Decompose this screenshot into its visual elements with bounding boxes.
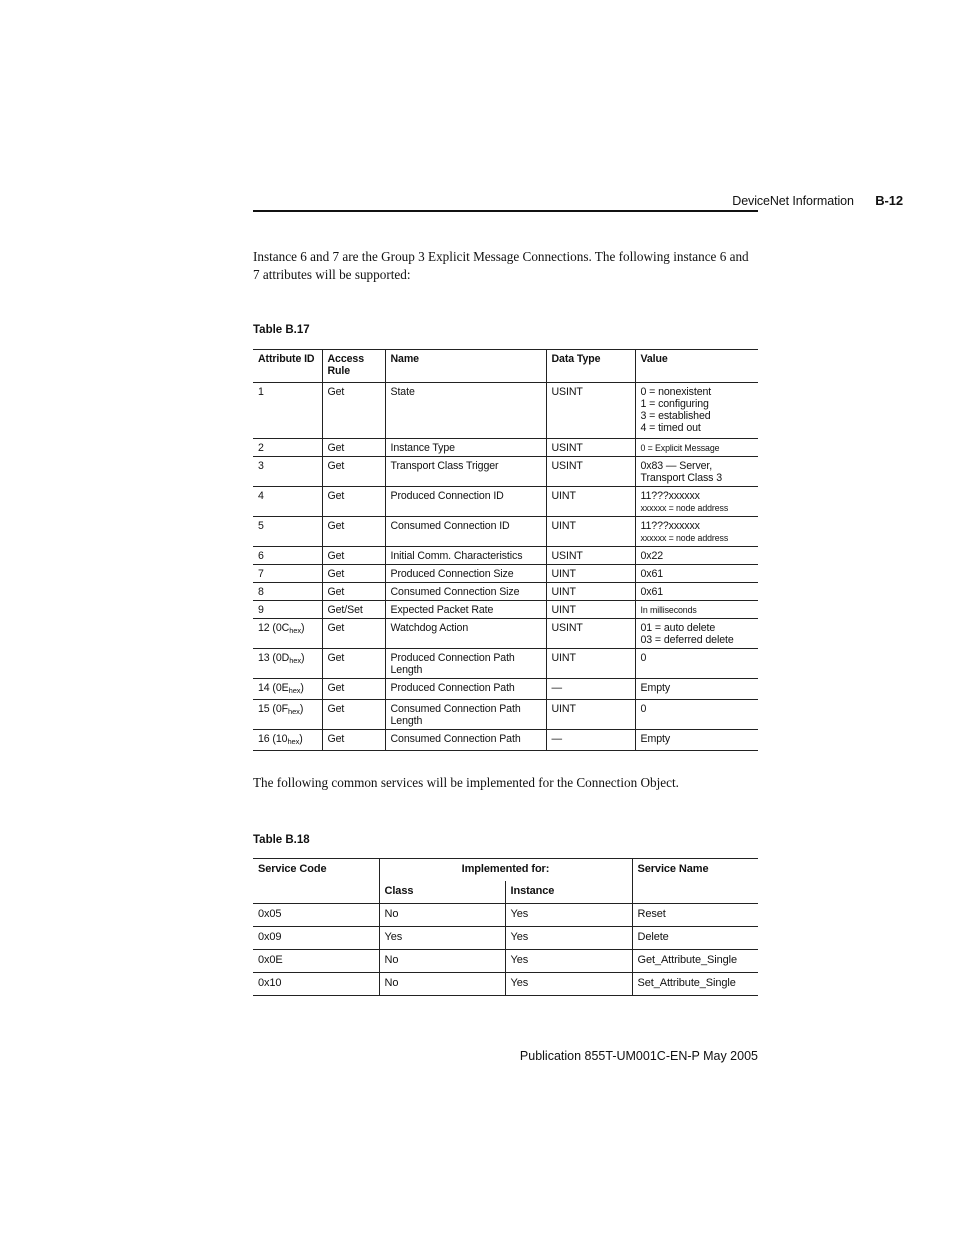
- cell-name: Consumed Connection ID: [385, 517, 546, 547]
- col-class: Class: [379, 881, 505, 904]
- value-line: 3 = established: [640, 410, 711, 422]
- value-note: xxxxxx = node address: [640, 503, 729, 513]
- table-b17: [253, 349, 758, 751]
- cell-name: Expected Packet Rate: [385, 601, 546, 619]
- cell-id: 3: [258, 460, 264, 472]
- cell-value: 0x22: [635, 547, 758, 565]
- col-service-code: Service Code: [258, 863, 327, 875]
- cell-value: 0x61: [635, 583, 758, 601]
- intro-paragraph: Instance 6 and 7 are the Group 3 Explicit Message Connections. The following instance 6 and 7 attributes will be supported:: [253, 249, 749, 282]
- table-row: [253, 950, 758, 973]
- cell-id: 15 $(0F_{hex})$: [258, 703, 304, 716]
- table-header-row: [253, 350, 758, 383]
- publication-footer: Publication 855T-UM001C-EN-P May 2005: [519, 1049, 758, 1063]
- col-value: Value: [635, 350, 758, 383]
- cell-type: UINT: [546, 517, 635, 547]
- table-header-row: [253, 859, 758, 882]
- table-row: [253, 700, 758, 730]
- cell-id: 4: [258, 490, 264, 502]
- table-row: [253, 583, 758, 601]
- table-row: [253, 601, 758, 619]
- cell-access: Get: [322, 547, 385, 565]
- cell-name: Produced Connection Size: [385, 565, 546, 583]
- cell-type: UINT: [546, 487, 635, 517]
- col-attribute-id: Attribute ID: [258, 353, 315, 365]
- col-service-name: Service Name: [632, 859, 758, 904]
- cell-type: USINT: [546, 439, 635, 457]
- cell-id: 14 $(0E_{hex})$: [258, 682, 304, 695]
- table-row: [253, 457, 758, 487]
- cell-access: Get: [322, 730, 385, 751]
- cell-value: 0: [635, 700, 758, 730]
- table-b18: [253, 858, 758, 996]
- cell-name: Produced Connection Path Length: [385, 649, 546, 679]
- cell-type: UINT: [546, 601, 635, 619]
- cell-name: Instance Type: [385, 439, 546, 457]
- cell-name: Initial Comm. Characteristics: [385, 547, 546, 565]
- cell-access: Get: [322, 700, 385, 730]
- cell-name: Consumed Connection Path: [385, 730, 546, 751]
- cell-value: [635, 383, 758, 439]
- cell-type: UINT: [546, 649, 635, 679]
- cell-value: In milliseconds: [635, 601, 758, 619]
- col-data-type: Data Type: [546, 350, 635, 383]
- cell-instance: Yes: [505, 950, 632, 973]
- cell-type: UINT: [546, 583, 635, 601]
- cell-name: Consumed Connection Size: [385, 583, 546, 601]
- cell-value: 0: [635, 649, 758, 679]
- table-row: [253, 927, 758, 950]
- cell-access: Get/Set: [322, 601, 385, 619]
- cell-code: 0x0E: [258, 954, 283, 966]
- cell-code: 0x10: [258, 977, 282, 989]
- cell-access: Get: [322, 583, 385, 601]
- header-rule: [253, 210, 758, 212]
- cell-type: —: [546, 679, 635, 700]
- cell-id: 2: [258, 442, 264, 454]
- cell-type: USINT: [546, 547, 635, 565]
- value-line: 11???xxxxxx: [640, 520, 700, 532]
- col-access-rule: Access Rule: [322, 350, 385, 383]
- value-line: Transport Class 3: [640, 472, 723, 484]
- cell-name: Transport Class Trigger: [385, 457, 546, 487]
- cell-access: Get: [322, 679, 385, 700]
- cell-class: No: [379, 973, 505, 996]
- cell-value: [635, 517, 758, 547]
- value-line: 11???xxxxxx: [640, 490, 700, 502]
- cell-value: Empty: [635, 679, 758, 700]
- cell-id: 6: [258, 550, 264, 562]
- cell-type: USINT: [546, 457, 635, 487]
- table-row: [253, 383, 758, 439]
- cell-name: Consumed Connection Path Length: [385, 700, 546, 730]
- cell-access: Get: [322, 457, 385, 487]
- cell-id: 9: [258, 604, 264, 616]
- table-row: [253, 649, 758, 679]
- table-b17-caption: Table B.17: [253, 324, 310, 336]
- value-line: 4 = timed out: [640, 422, 701, 434]
- col-implemented-for: Implemented for:: [379, 859, 632, 882]
- cell-type: —: [546, 730, 635, 751]
- cell-type: UINT: [546, 565, 635, 583]
- cell-id: 16 $(10_{hex})$: [258, 733, 303, 746]
- cell-id: 8: [258, 586, 264, 598]
- cell-access: Get: [322, 439, 385, 457]
- value-line: 0x83 — Server,: [640, 460, 713, 472]
- cell-value: 0 = Explicit Message: [635, 439, 758, 457]
- table-b18-caption: Table B.18: [253, 834, 310, 846]
- cell-service-name: Get_Attribute_Single: [632, 950, 758, 973]
- cell-service-name: Reset: [632, 904, 758, 927]
- cell-access: Get: [322, 383, 385, 439]
- cell-value: 0x61: [635, 565, 758, 583]
- cell-type: USINT: [546, 619, 635, 649]
- table-row: [253, 904, 758, 927]
- table-row: [253, 487, 758, 517]
- cell-access: Get: [322, 487, 385, 517]
- page-header: [253, 191, 758, 211]
- table-row: [253, 730, 758, 751]
- cell-access: Get: [322, 517, 385, 547]
- value-line: 01 = auto delete: [640, 622, 716, 634]
- col-name: Name: [385, 350, 546, 383]
- cell-name: Produced Connection Path: [385, 679, 546, 700]
- table-row: [253, 517, 758, 547]
- cell-id: 1: [258, 386, 264, 398]
- table-row: [253, 565, 758, 583]
- cell-type: USINT: [546, 383, 635, 439]
- cell-id: 12 $(0C_{hex})$: [258, 622, 305, 635]
- cell-instance: Yes: [505, 904, 632, 927]
- value-line: 1 = configuring: [640, 398, 709, 410]
- cell-instance: Yes: [505, 973, 632, 996]
- table-row: [253, 619, 758, 649]
- cell-access: Get: [322, 565, 385, 583]
- cell-value: [635, 487, 758, 517]
- value-note: xxxxxx = node address: [640, 533, 729, 543]
- cell-value: [635, 457, 758, 487]
- cell-access: Get: [322, 619, 385, 649]
- cell-class: No: [379, 904, 505, 927]
- value-line: 0 = nonexistent: [640, 386, 712, 398]
- cell-value: Empty: [635, 730, 758, 751]
- cell-id: 7: [258, 568, 264, 580]
- services-paragraph: The following common services will be implemented for the Connection Object.: [253, 775, 679, 790]
- running-header: [732, 193, 903, 208]
- cell-service-name: Delete: [632, 927, 758, 950]
- cell-access: Get: [322, 649, 385, 679]
- table-row: [253, 679, 758, 700]
- cell-code: 0x05: [258, 908, 282, 920]
- cell-name: Produced Connection ID: [385, 487, 546, 517]
- cell-type: UINT: [546, 700, 635, 730]
- page-number: B-12: [875, 193, 903, 208]
- cell-class: No: [379, 950, 505, 973]
- cell-service-name: Set_Attribute_Single: [632, 973, 758, 996]
- value-line: 03 = deferred delete: [640, 634, 734, 646]
- cell-value: [635, 619, 758, 649]
- cell-name: Watchdog Action: [385, 619, 546, 649]
- table-row: [253, 973, 758, 996]
- cell-class: Yes: [379, 927, 505, 950]
- cell-code: 0x09: [258, 931, 282, 943]
- cell-name: State: [385, 383, 546, 439]
- cell-instance: Yes: [505, 927, 632, 950]
- col-instance: Instance: [505, 881, 632, 904]
- section-title: DeviceNet Information: [732, 194, 854, 208]
- table-row: [253, 547, 758, 565]
- cell-id: 13 $(0D_{hex})$: [258, 652, 305, 665]
- table-row: [253, 439, 758, 457]
- cell-id: 5: [258, 520, 264, 532]
